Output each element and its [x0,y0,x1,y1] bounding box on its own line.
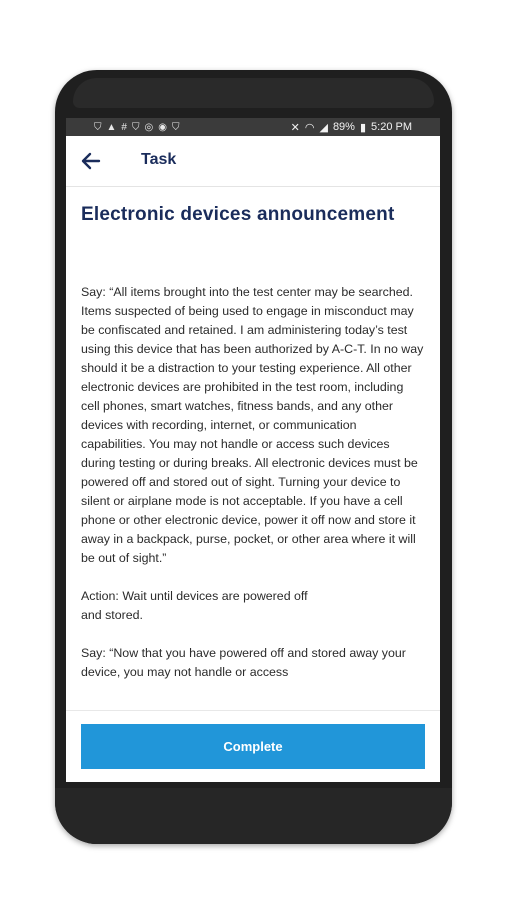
back-button[interactable] [78,148,104,174]
battery-icon: ▮ [359,121,367,134]
shield-icon: ⛉ [171,121,180,133]
signal-icon: ◢ [319,121,328,134]
status-bar [66,118,440,136]
scroll-fade [66,693,440,711]
notification-icons [66,122,179,133]
arrow-left-icon [78,148,104,174]
announcement-heading: Electronic devices announcement [81,204,395,225]
footer-bar [66,710,440,782]
phone-top-bezel [73,78,434,108]
app-bar [66,136,440,187]
check-circle-icon: ◎ [144,121,154,133]
clock: 5:20 PM [371,121,412,133]
hashtag-icon: # [121,121,127,133]
battery-percent: 89% [332,121,355,133]
announcement-paragraph: Action: Wait until devices are powered off and stored. [81,589,308,622]
shield-icon: ⛉ [94,121,102,133]
mute-icon: ✕ [290,121,300,134]
announcement-paragraph: Say: “Now that you have powered off and stored away your device, you may not handle or access [81,646,406,679]
complete-button[interactable]: Complete [81,724,425,769]
announcement-body[interactable] [81,283,424,705]
app-screen [66,118,440,782]
system-status [291,121,440,134]
warning-icon: ▲ [106,121,117,133]
page-title: Task [141,151,177,168]
record-icon: ◉ [158,121,167,133]
wifi-icon: ◠ [304,121,315,134]
phone-bottom-bezel [55,788,452,844]
announcement-paragraph: Say: “All items brought into the test center may be searched. Items suspected of being used to engage in misconduct may be confiscated and retained. I am administering today’s test using this device that has been authorized by A-C-T. In no way should it be a distraction to your testing experience. All other electronic devices are prohibited in the test room, including cell phones, smart watches, fitness bands, and any other devices with recording, internet, or communication capabilities. You may not handle or access such devices during testing or during breaks. All electronic devices must be powered off and stored out of sight. Turning your device to silent or airplane mode is not acceptable. If you have a cell phone or other electronic device, power it off now and store it away in a backpack, purse, pocket, or other area where it will be out of sight.” [81,285,424,565]
shield-icon: ⛉ [131,121,140,133]
